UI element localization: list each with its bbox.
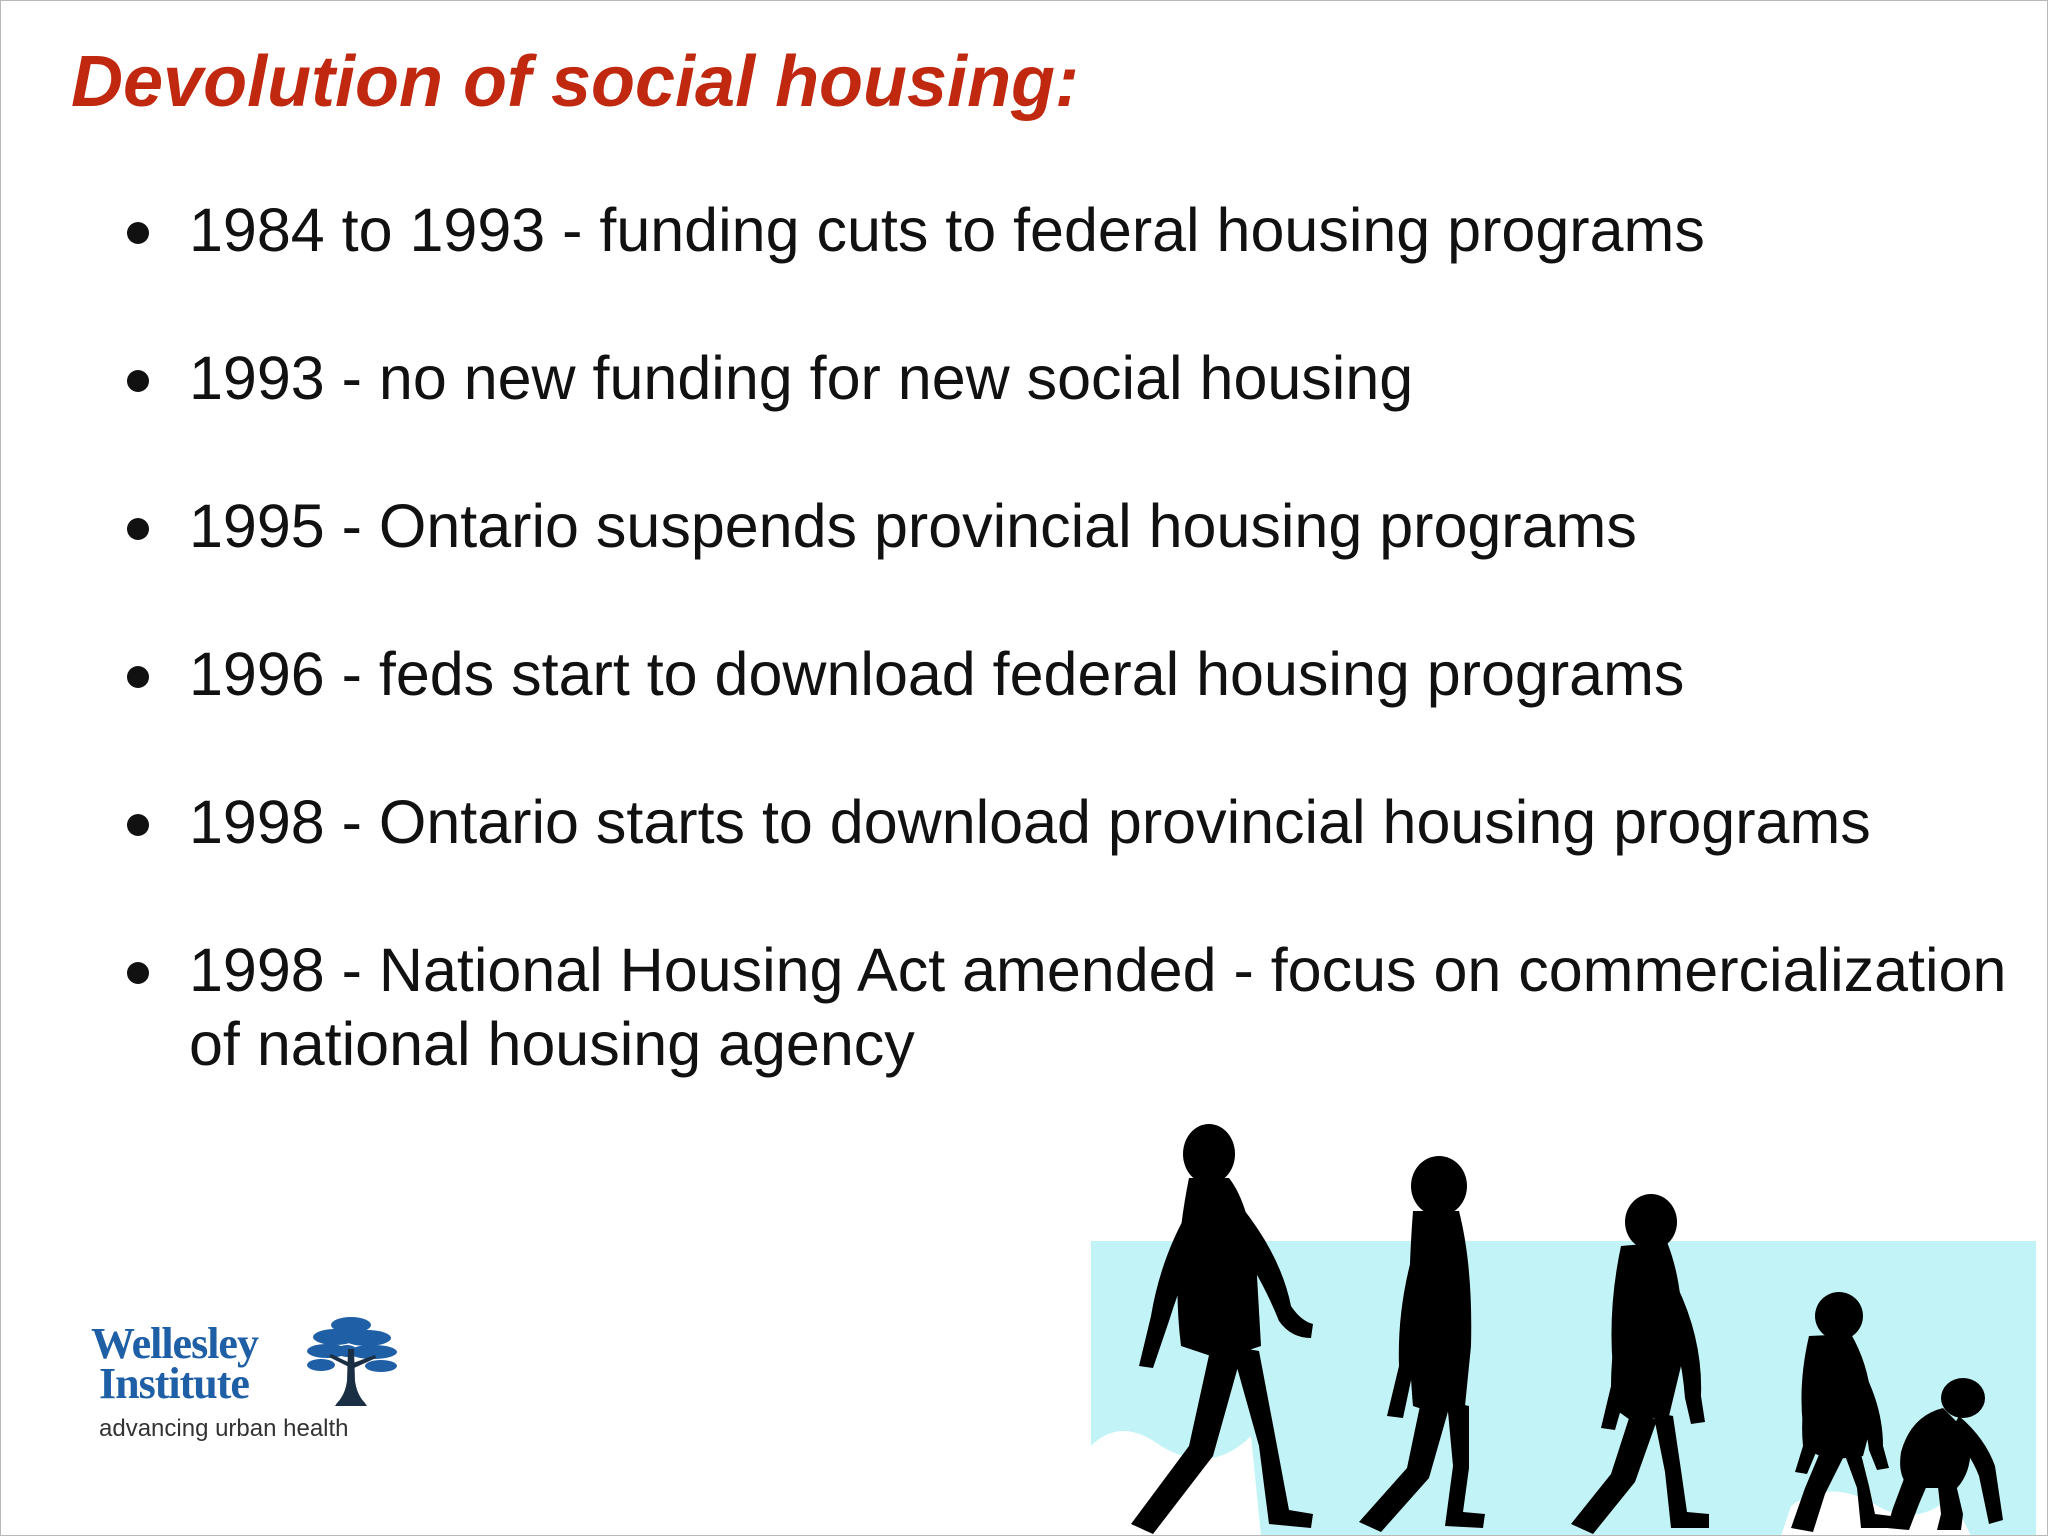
bullet-dot-icon — [127, 222, 149, 244]
bullet-item — [119, 193, 2019, 267]
bullet-text: 1993 - no new funding for new social housing — [189, 344, 1414, 412]
bullet-item — [119, 933, 2019, 1081]
bullet-text: 1984 to 1993 - funding cuts to federal housing programs — [189, 196, 1705, 264]
tree-icon — [301, 1311, 401, 1411]
bullet-item — [119, 489, 2019, 563]
logo-name-line1: Wellesley — [91, 1319, 258, 1368]
bullet-text: 1995 - Ontario suspends provincial housing programs — [189, 492, 1637, 560]
bullet-item — [119, 785, 2019, 859]
bullet-text: 1998 - National Housing Act amended - focus on commercialization of national housing agency — [189, 936, 2007, 1078]
wellesley-institute-logo — [91, 1311, 411, 1451]
evolution-silhouettes-icon — [1091, 1116, 2041, 1536]
bullet-dot-icon — [127, 518, 149, 540]
bullet-dot-icon — [127, 666, 149, 688]
bullet-dot-icon — [127, 814, 149, 836]
logo-tagline: advancing urban health — [99, 1415, 349, 1442]
bullet-item — [119, 637, 2019, 711]
logo-name-line2: Institute — [99, 1359, 249, 1408]
slide-title: Devolution of social housing: — [71, 42, 1079, 122]
bullet-text: 1998 - Ontario starts to download provincial housing programs — [189, 788, 1871, 856]
bullet-item — [119, 341, 2019, 415]
bullet-dot-icon — [127, 962, 149, 984]
bullet-dot-icon — [127, 370, 149, 392]
bullet-list — [119, 193, 2019, 1155]
bullet-text: 1996 - feds start to download federal housing programs — [189, 640, 1685, 708]
